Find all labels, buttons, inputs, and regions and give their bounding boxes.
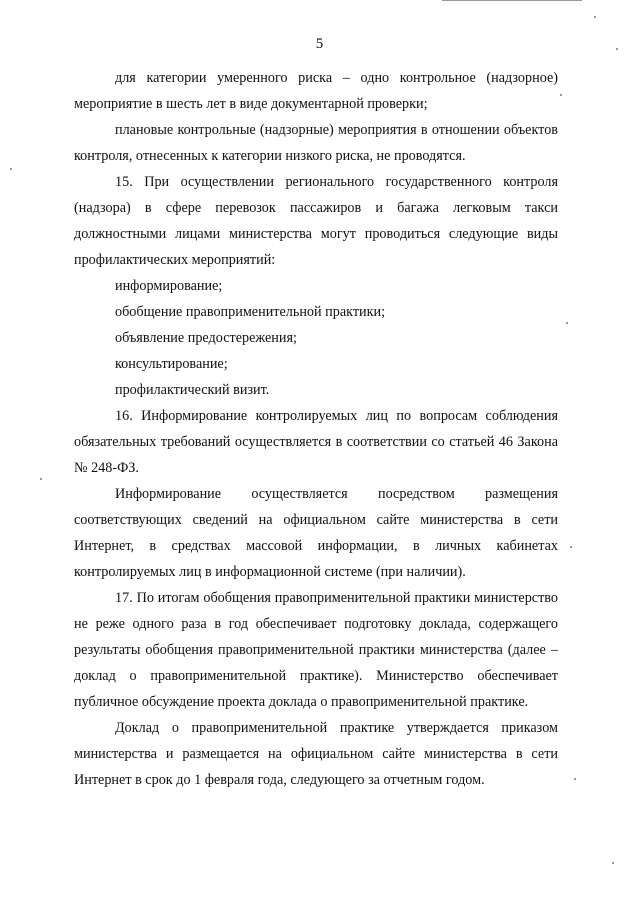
- scan-edge-line: [442, 0, 582, 1]
- paragraph-15: 15. При осуществлении регионального государственного контроля (надзора) в сфере перевозок пассажиров и багажа легковым такси должностными лицами министерства могут проводиться следующие виды профилактических мероприятий:: [74, 174, 558, 268]
- scan-speck: [560, 94, 562, 96]
- scan-speck: [616, 48, 618, 50]
- paragraph-low-risk: плановые контрольные (надзорные) мероприятия в отношении объектов контроля, отнесенных к категории низкого риска, не проводятся.: [74, 122, 558, 164]
- list-item: объявление предостережения;: [115, 330, 297, 346]
- list-item: консультирование;: [115, 356, 228, 372]
- paragraph-17: 17. По итогам обобщения правоприменительной практики министерство не реже одного раза в год обеспечивает подготовку доклада, содержащего результаты обобщения правоприменительной практики министерства (далее – доклад о правоприменительной практике). Министерство обеспечивает публичное обсуждение проекта доклада о правоприменительной практике.: [74, 590, 558, 710]
- scan-speck: [40, 478, 42, 480]
- paragraph-informing: Информирование осуществляется посредством размещения соответствующих сведений на официальном сайте министерства в сети Интернет, в средствах массовой информации, в личных кабинетах контролируемых лиц в информационной системе (при наличии).: [74, 486, 558, 580]
- paragraph-report: Доклад о правоприменительной практике утверждается приказом министерства и размещается на официальном сайте министерства в сети Интернет в срок до 1 февраля года, следующего за отчетным годом.: [74, 720, 558, 788]
- scan-speck: [574, 778, 576, 780]
- page-number: 5: [315, 36, 324, 52]
- scan-speck: [566, 322, 568, 324]
- scan-speck: [570, 546, 572, 548]
- list-item: профилактический визит.: [115, 382, 270, 398]
- paragraph-moderate-risk: для категории умеренного риска – одно контрольное (надзорное) мероприятие в шесть лет в виде документарной проверки;: [74, 70, 558, 112]
- paragraph-16: 16. Информирование контролируемых лиц по вопросам соблюдения обязательных требований осуществляется в соответствии со статьей 46 Закона № 248-ФЗ.: [74, 408, 558, 476]
- list-item: информирование;: [115, 278, 223, 294]
- scan-speck: [10, 168, 12, 170]
- list-item: обобщение правоприменительной практики;: [115, 304, 386, 320]
- document-body: [74, 65, 558, 793]
- scan-speck: [612, 862, 614, 864]
- scan-speck: [594, 16, 596, 18]
